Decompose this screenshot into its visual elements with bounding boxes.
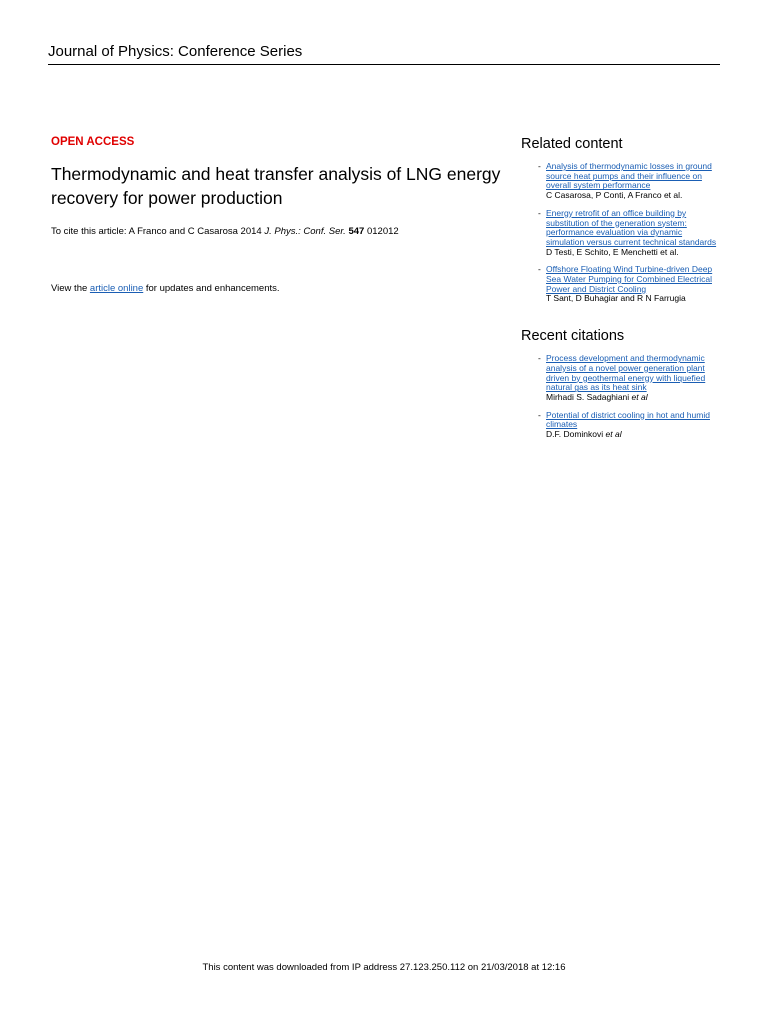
related-content (521, 134, 721, 304)
recent-heading: Recent citations (521, 328, 625, 345)
citation (51, 225, 521, 238)
dash-bullet: - (538, 161, 541, 171)
dash-bullet: - (538, 207, 541, 218)
related-item-authors: D Testi, E Schito, E Menchetti et al. (546, 246, 679, 257)
citation-prefix: To cite this article: A Franco and C Casarosa 2014 (51, 226, 265, 237)
journal-header (48, 42, 720, 65)
view-online-text (51, 282, 521, 295)
article-online-link[interactable]: article online (89, 283, 144, 294)
article-info (51, 134, 521, 295)
citation-item-authors (546, 430, 721, 440)
citation-journal: J. Phys.: Conf. Ser. (264, 226, 346, 237)
related-item-authors: T Sant, D Buhagiar and R N Farrugia (546, 293, 686, 304)
citation-item (521, 354, 721, 403)
citation-item-link[interactable]: Potential of district cooling in hot and humid climates (546, 409, 710, 430)
journal-title: Journal of Physics: Conference Series (48, 43, 303, 60)
dash-bullet: - (538, 409, 541, 420)
citation-item (521, 411, 721, 440)
related-item-link[interactable]: Offshore Floating Wind Turbine-driven Deep Sea Water Pumping for Combined Electrical Power and District Cooling (546, 264, 713, 294)
download-footer: This content was downloaded from IP address 27.123.250.112 on 21/03/2018 at 12:16 (202, 962, 566, 973)
citation-item-link[interactable]: Process development and thermodynamic analysis of a novel power generation plant driven by geothermal energy with liquefied natural gas as its heat sink (546, 353, 706, 393)
article-title: Thermodynamic and heat transfer analysis of LNG energy recovery for power production (51, 164, 501, 208)
related-heading: Related content (521, 136, 623, 152)
related-item (521, 209, 721, 258)
et-al: et al (605, 429, 622, 440)
related-item-authors: C Casarosa, P Conti, A Franco et al. (546, 190, 683, 201)
citation-volume: 547 (348, 226, 365, 237)
sidebar (521, 134, 721, 448)
dash-bullet: - (538, 264, 541, 275)
related-item (521, 265, 721, 304)
view-prefix: View the (51, 283, 90, 294)
related-item-link[interactable]: Energy retrofit of an office building by substitution of the generation system: performance evaluation via dynamic simulation versus current technical standards (546, 207, 717, 247)
citation-author-names: Mirhadi S. Sadaghiani (546, 391, 630, 402)
dash-bullet: - (538, 353, 541, 364)
related-item-link[interactable]: Analysis of thermodynamic losses in ground source heat pumps and their influence on overall system performance (546, 161, 712, 191)
citation-author-names: D.F. Dominkovi (546, 429, 604, 440)
et-al: et al (631, 391, 648, 402)
recent-citations (521, 326, 721, 440)
open-access-label: OPEN ACCESS (51, 136, 135, 148)
citation-item-authors (546, 393, 721, 403)
related-item (521, 162, 721, 201)
view-suffix: for updates and enhancements. (143, 283, 280, 294)
citation-number: 012012 (366, 226, 399, 237)
